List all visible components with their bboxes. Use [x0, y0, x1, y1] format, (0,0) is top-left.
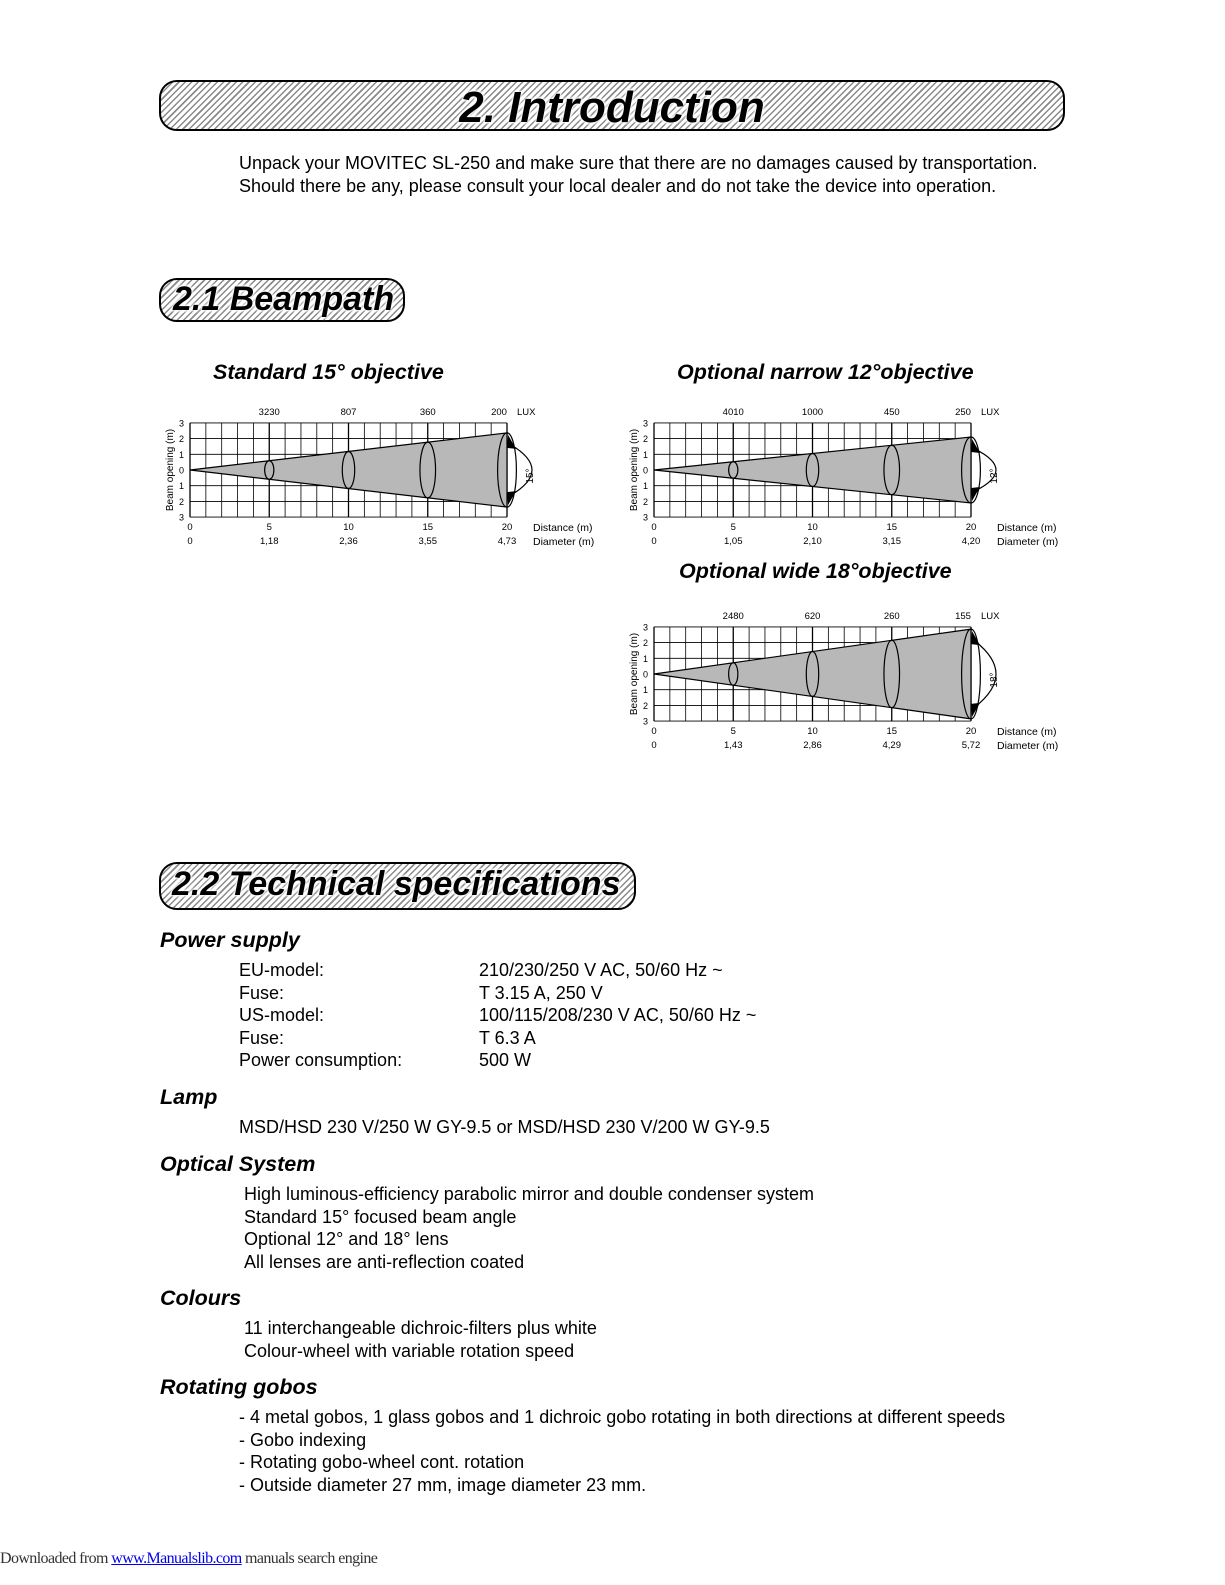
diameter-tick-label: 2,36 — [339, 536, 358, 548]
y-tick-label: 1 — [178, 481, 184, 492]
spec-value: 100/115/208/230 V AC, 50/60 Hz ~ — [479, 1005, 757, 1025]
y-tick-label: 2 — [178, 434, 184, 445]
y-tick-label: 0 — [642, 465, 648, 476]
diameter-tick-label: 2,10 — [803, 536, 822, 548]
distance-tick-label: 5 — [730, 522, 736, 534]
lux-label: 807 — [340, 406, 357, 418]
distance-tick-label: 10 — [343, 522, 354, 534]
lux-label: 3230 — [258, 406, 280, 418]
y-tick-label: 3 — [178, 418, 184, 429]
spec-label: EU-model: — [239, 960, 325, 980]
y-tick-label: 2 — [642, 700, 648, 711]
y-tick-label: 3 — [178, 512, 184, 523]
distance-tick-label: 20 — [965, 522, 977, 534]
optical-line: High luminous-efficiency parabolic mirror and double condenser system — [244, 1184, 814, 1204]
y-tick-label: 2 — [178, 496, 184, 507]
intro-line-1: Unpack your MOVITEC SL-250 and make sure that there are no damages caused by transportation. — [239, 153, 1038, 173]
lux-label: 250 — [955, 406, 971, 418]
spec-value: 500 W — [479, 1050, 532, 1070]
y-axis-label: Beam opening (m) — [629, 632, 640, 716]
heading-optical-system: Optical System — [160, 1152, 316, 1176]
y-tick-label: 2 — [642, 496, 648, 507]
optical-line: Standard 15° focused beam angle — [244, 1207, 517, 1227]
lux-unit-label: LUX — [981, 610, 1000, 622]
distance-tick-label: 15 — [422, 522, 434, 534]
distance-tick-label: 0 — [187, 522, 193, 534]
distance-tick-label: 15 — [886, 522, 898, 534]
spec-label: Power consumption: — [239, 1050, 403, 1070]
distance-axis-label: Distance (m) — [997, 726, 1057, 739]
heading-lamp: Lamp — [160, 1085, 218, 1109]
distance-tick-label: 0 — [651, 726, 657, 738]
angle-label: 18° — [989, 672, 1000, 688]
section-banner-specs — [159, 862, 636, 910]
gobos-line: - 4 metal gobos, 1 glass gobos and 1 dichroic gobo rotating in both directions at different speeds — [239, 1407, 1006, 1427]
footer-link[interactable]: www.Manualslib.com — [111, 1550, 242, 1567]
diameter-tick-label: 3,15 — [882, 536, 901, 548]
spec-label: Fuse: — [239, 1028, 285, 1048]
diameter-tick-label: 0 — [187, 536, 193, 548]
spec-value: T 3.15 A, 250 V — [479, 983, 603, 1003]
diameter-tick-label: 3,55 — [418, 536, 437, 548]
lux-label: 4010 — [722, 406, 744, 418]
section-title-beampath: 2.1 Beampath — [173, 280, 395, 318]
lux-label: 200 — [491, 406, 507, 418]
gobos-line: - Gobo indexing — [239, 1430, 367, 1450]
y-tick-label: 2 — [642, 638, 648, 649]
diameter-axis-label: Diameter (m) — [997, 536, 1059, 549]
y-tick-label: 0 — [642, 669, 648, 680]
distance-axis-label: Distance (m) — [997, 522, 1057, 535]
distance-tick-label: 5 — [730, 726, 736, 738]
y-axis-label: Beam opening (m) — [165, 428, 176, 512]
footer-prefix: Downloaded from — [0, 1550, 112, 1567]
diameter-tick-label: 1,43 — [724, 740, 743, 752]
diameter-tick-label: 4,73 — [497, 536, 517, 548]
colours-line: 11 interchangeable dichroic-filters plus white — [244, 1318, 597, 1338]
optical-line: All lenses are anti-reflection coated — [244, 1252, 525, 1272]
angle-label: 12° — [989, 468, 1000, 484]
lux-label: 2480 — [722, 610, 744, 622]
y-tick-label: 0 — [178, 465, 184, 476]
y-tick-label: 2 — [642, 434, 648, 445]
footer-suffix: manuals search engine — [241, 1550, 378, 1567]
y-tick-label: 1 — [642, 653, 648, 664]
lux-label: 620 — [804, 610, 821, 622]
spec-value: 210/230/250 V AC, 50/60 Hz ~ — [479, 960, 723, 980]
chart-title-narrow: Optional narrow 12°objective — [677, 360, 974, 384]
intro-line-2: Should there be any, please consult your local dealer and do not take the device into operation. — [239, 176, 997, 196]
distance-tick-label: 15 — [886, 726, 898, 738]
distance-tick-label: 10 — [807, 726, 818, 738]
y-tick-label: 3 — [642, 418, 648, 429]
diameter-axis-label: Diameter (m) — [533, 536, 595, 549]
y-tick-label: 3 — [642, 512, 648, 523]
y-tick-label: 3 — [642, 622, 648, 633]
section-title-specs: 2.2 Technical specifications — [172, 865, 621, 903]
diameter-axis-label: Diameter (m) — [997, 740, 1059, 753]
diameter-tick-label: 1,18 — [260, 536, 279, 548]
lux-label: 1000 — [801, 406, 824, 418]
diameter-tick-label: 0 — [651, 740, 657, 752]
diameter-tick-label: 4,20 — [961, 536, 981, 548]
lux-unit-label: LUX — [981, 406, 1000, 418]
diameter-tick-label: 4,29 — [882, 740, 901, 752]
diameter-tick-label: 5,72 — [961, 740, 981, 752]
distance-tick-label: 20 — [501, 522, 513, 534]
y-tick-label: 1 — [642, 449, 648, 460]
distance-tick-label: 0 — [651, 522, 657, 534]
chart-title-standard: Standard 15° objective — [213, 360, 444, 384]
gobos-line: - Rotating gobo-wheel cont. rotation — [239, 1452, 525, 1472]
lux-unit-label: LUX — [517, 406, 536, 418]
spec-label: US-model: — [239, 1005, 325, 1025]
lamp-line: MSD/HSD 230 V/250 W GY-9.5 or MSD/HSD 230 V/200 W GY-9.5 — [239, 1117, 770, 1137]
y-tick-label: 1 — [642, 685, 648, 696]
y-tick-label: 1 — [642, 481, 648, 492]
y-tick-label: 3 — [642, 716, 648, 727]
distance-tick-label: 10 — [807, 522, 818, 534]
lux-label: 260 — [883, 610, 900, 622]
y-axis-label: Beam opening (m) — [629, 428, 640, 512]
distance-tick-label: 20 — [965, 726, 977, 738]
heading-colours: Colours — [160, 1286, 242, 1310]
gobos-line: - Outside diameter 27 mm, image diameter 23 mm. — [239, 1475, 647, 1495]
lux-label: 450 — [883, 406, 900, 418]
heading-rotating-gobos: Rotating gobos — [160, 1375, 318, 1399]
spec-value: T 6.3 A — [479, 1028, 536, 1048]
lux-label: 360 — [419, 406, 436, 418]
colours-line: Colour-wheel with variable rotation speed — [244, 1341, 575, 1361]
distance-axis-label: Distance (m) — [533, 522, 593, 535]
optical-line: Optional 12° and 18° lens — [244, 1229, 449, 1249]
footer — [0, 1550, 377, 1568]
diameter-tick-label: 1,05 — [724, 536, 743, 548]
heading-power-supply: Power supply — [160, 928, 300, 952]
angle-label: 15° — [525, 468, 536, 484]
diameter-tick-label: 0 — [651, 536, 657, 548]
diameter-tick-label: 2,86 — [803, 740, 822, 752]
chart-title-wide: Optional wide 18°objective — [679, 559, 952, 583]
y-tick-label: 1 — [178, 449, 184, 460]
distance-tick-label: 5 — [266, 522, 272, 534]
page-title: 2. Introduction — [459, 83, 765, 132]
lux-label: 155 — [955, 610, 971, 622]
spec-label: Fuse: — [239, 983, 285, 1003]
